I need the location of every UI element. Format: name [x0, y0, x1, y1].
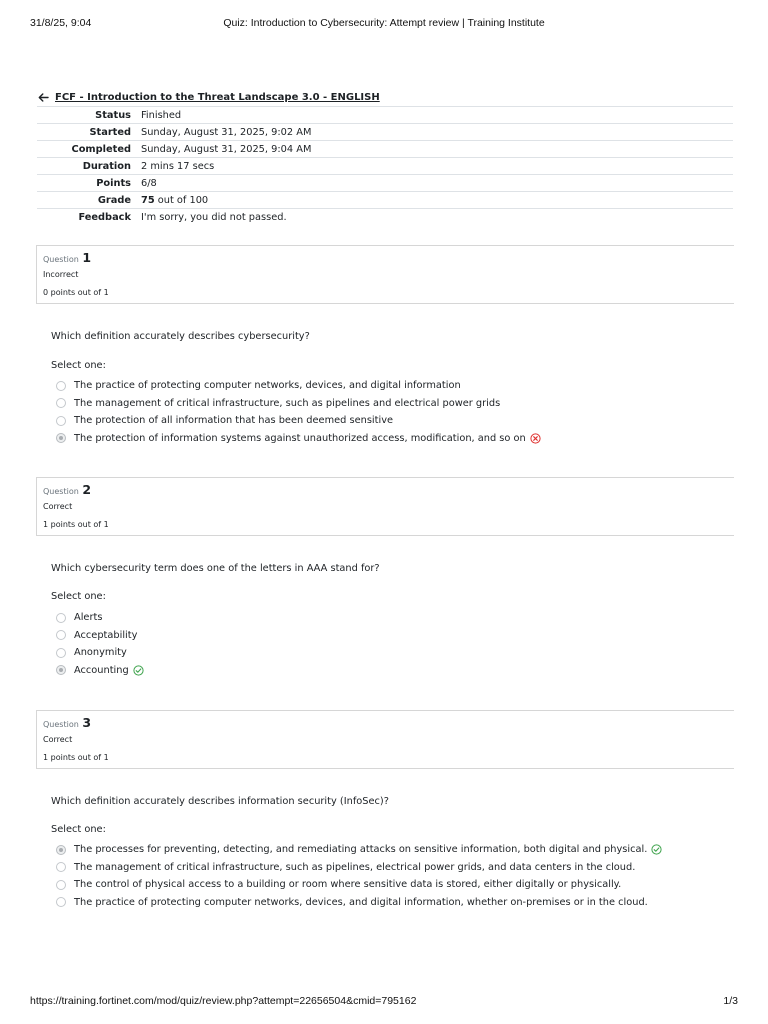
- summary-row-points: [37, 175, 733, 192]
- radio-button-selected[interactable]: [56, 433, 66, 443]
- answer-option[interactable]: [56, 859, 662, 877]
- radio-button-selected[interactable]: [56, 845, 66, 855]
- attempt-summary-table: [37, 106, 733, 226]
- radio-button[interactable]: [56, 630, 66, 640]
- question-grade: 1 points out of 1: [43, 753, 109, 762]
- check-circle-icon: [651, 844, 662, 855]
- radio-button[interactable]: [56, 398, 66, 408]
- question-1-text: Which definition accurately describes cybersecurity?: [51, 331, 310, 342]
- question-2-info: [36, 477, 734, 536]
- radio-button[interactable]: [56, 862, 66, 872]
- print-footer: [30, 995, 738, 1009]
- question-state: Incorrect: [43, 270, 79, 279]
- summary-row-duration: [37, 158, 733, 175]
- question-number: [43, 250, 91, 265]
- points-value: 6/8: [141, 177, 157, 189]
- grade-suffix: out of 100: [154, 194, 209, 206]
- check-circle-icon: [133, 665, 144, 676]
- print-datetime: 31/8/25, 9:04: [30, 17, 92, 29]
- summary-row-grade: [37, 192, 733, 209]
- answer-option[interactable]: [56, 894, 662, 912]
- question-state: Correct: [43, 502, 73, 511]
- summary-row-completed: [37, 141, 733, 158]
- question-label: Question: [43, 255, 79, 264]
- print-url: https://training.fortinet.com/mod/quiz/review.php?attempt=22656504&cmid=795162: [30, 995, 417, 1007]
- summary-row-started: [37, 124, 733, 141]
- answer-option-selected[interactable]: [56, 430, 541, 448]
- question-number: [43, 715, 91, 730]
- status-label: Status: [95, 109, 131, 121]
- question-3-info: [36, 710, 734, 769]
- started-value: Sunday, August 31, 2025, 9:02 AM: [141, 126, 312, 138]
- answer-label: The management of critical infrastructure, such as pipelines, electrical power grids, and data centers in the cloud.: [74, 861, 636, 873]
- answer-label: Accounting: [74, 664, 129, 676]
- question-3-answers: [56, 841, 662, 911]
- summary-row-feedback: [37, 209, 733, 226]
- radio-button-selected[interactable]: [56, 665, 66, 675]
- print-header: [30, 17, 738, 31]
- print-title: Quiz: Introduction to Cybersecurity: Attempt review | Training Institute: [223, 17, 545, 29]
- grade-label: Grade: [97, 194, 131, 206]
- radio-button[interactable]: [56, 416, 66, 426]
- answer-label: The management of critical infrastructure, such as pipelines and electrical power grids: [74, 397, 501, 409]
- duration-value: 2 mins 17 secs: [141, 160, 215, 172]
- question-1-info: [36, 245, 734, 304]
- question-number-value: 3: [82, 715, 92, 730]
- question-label: Question: [43, 487, 79, 496]
- question-number: [43, 482, 91, 497]
- question-grade: 0 points out of 1: [43, 288, 109, 297]
- radio-button[interactable]: [56, 381, 66, 391]
- answer-label: The control of physical access to a building or room where sensitive data is stored, either digitally or physically.: [74, 879, 622, 891]
- radio-button[interactable]: [56, 613, 66, 623]
- question-number-value: 2: [82, 482, 92, 497]
- question-2-prompt: Select one:: [51, 591, 106, 602]
- grade-value: 75: [141, 194, 155, 206]
- duration-label: Duration: [82, 160, 131, 172]
- question-grade: 1 points out of 1: [43, 520, 109, 529]
- answer-option[interactable]: [56, 876, 662, 894]
- answer-option[interactable]: [56, 395, 541, 413]
- question-3-text: Which definition accurately describes information security (InfoSec)?: [51, 796, 389, 807]
- feedback-label: Feedback: [78, 211, 131, 223]
- question-1-prompt: Select one:: [51, 360, 106, 371]
- answer-option[interactable]: [56, 609, 144, 627]
- question-label: Question: [43, 720, 79, 729]
- answer-option-selected[interactable]: [56, 662, 144, 680]
- question-2-text: Which cybersecurity term does one of the letters in AAA stand for?: [51, 563, 380, 574]
- started-label: Started: [89, 126, 131, 138]
- print-page-number: 1/3: [723, 995, 738, 1007]
- question-number-value: 1: [82, 250, 92, 265]
- status-value: Finished: [141, 109, 182, 121]
- grade-value-cell: [141, 192, 733, 209]
- answer-option[interactable]: [56, 627, 144, 645]
- radio-button[interactable]: [56, 897, 66, 907]
- feedback-value: I'm sorry, you did not passed.: [141, 211, 287, 223]
- answer-label: The protection of information systems against unauthorized access, modification, and so on: [74, 432, 526, 444]
- back-link-label: FCF - Introduction to the Threat Landscape 3.0 - ENGLISH: [55, 92, 380, 103]
- answer-option[interactable]: [56, 412, 541, 430]
- completed-label: Completed: [71, 143, 131, 155]
- back-to-course-link[interactable]: [38, 92, 380, 103]
- x-circle-icon: [530, 433, 541, 444]
- answer-label: Alerts: [74, 612, 103, 624]
- completed-value: Sunday, August 31, 2025, 9:04 AM: [141, 143, 312, 155]
- answer-option-selected[interactable]: [56, 841, 662, 859]
- answer-label: Acceptability: [74, 629, 138, 641]
- answer-option[interactable]: [56, 377, 541, 395]
- answer-label: The processes for preventing, detecting, and remediating attacks on sensitive information, both digital and physical.: [74, 844, 648, 856]
- summary-row-status: [37, 107, 733, 124]
- question-2-answers: [56, 609, 144, 679]
- points-label: Points: [96, 177, 131, 189]
- answer-label: The practice of protecting computer networks, devices, and digital information: [74, 380, 461, 392]
- question-state: Correct: [43, 735, 73, 744]
- answer-label: The protection of all information that has been deemed sensitive: [74, 415, 394, 427]
- answer-label: Anonymity: [74, 647, 127, 659]
- radio-button[interactable]: [56, 880, 66, 890]
- question-3-prompt: Select one:: [51, 824, 106, 835]
- arrow-left-icon: [38, 93, 49, 102]
- answer-option[interactable]: [56, 644, 144, 662]
- radio-button[interactable]: [56, 648, 66, 658]
- answer-label: The practice of protecting computer networks, devices, and digital information, whether on-premises or in the cloud.: [74, 896, 648, 908]
- question-1-answers: [56, 377, 541, 447]
